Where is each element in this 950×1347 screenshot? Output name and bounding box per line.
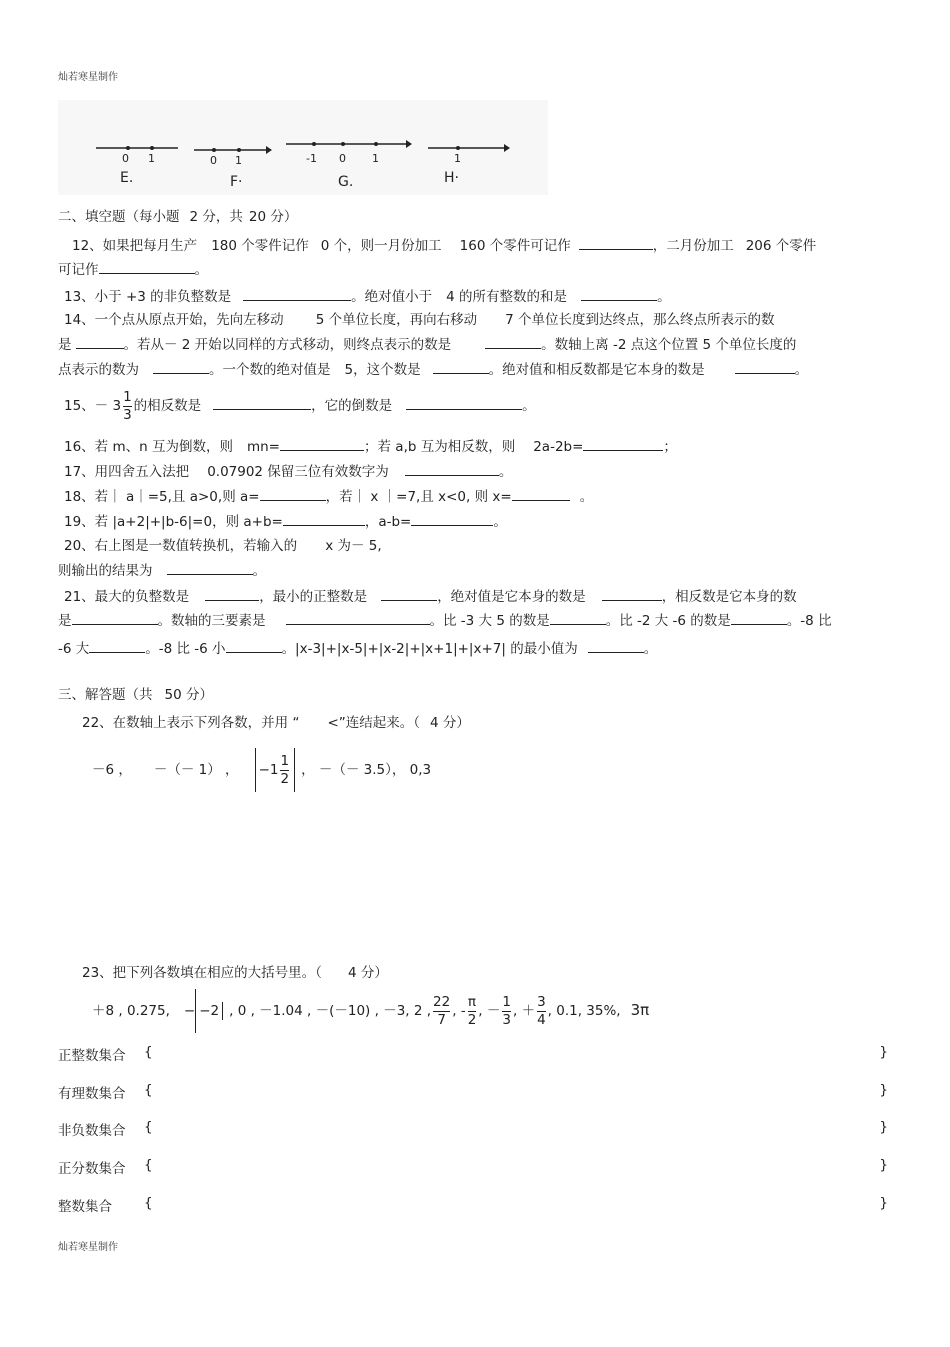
- q21-blank-7[interactable]: [731, 611, 787, 625]
- q14-blank-4[interactable]: [433, 360, 489, 374]
- q15-blank-1[interactable]: [213, 396, 311, 410]
- q12-line2: 可记作 。: [58, 262, 208, 278]
- q23-frac-pi-2: $\frac{\pi}{2}$: [467, 993, 477, 1028]
- q13-blank-2[interactable]: [581, 287, 657, 301]
- q19: 19、若 |a+2|+|b-6|=0，则 a+b= ，a-b= 。: [64, 514, 507, 530]
- q20-line2: 则输出的结果为 。: [58, 563, 266, 579]
- set-integers: 整数集合 { }: [58, 1195, 888, 1215]
- q21-blank-10[interactable]: [588, 639, 644, 653]
- q23-numbers: ＋8 , 0.275, − −2 , 0 , －1.04 , －(－10) , －3, 2 , $\frac{22}{7}$ , - $\frac{\pi}{2}$ , － $\frac{1}{3}$ , ＋ $\frac{3}{4}$ , 0.1, 35%, 3π: [92, 988, 649, 1034]
- q21-line2: 是 。数轴的三要素是 。比 -3 大 5 的数是 。比 -2 大 -6 的数是 。-8 比: [58, 613, 832, 629]
- set-rationals: 有理数集合 { }: [58, 1082, 888, 1102]
- set-positive-fractions: 正分数集合 { }: [58, 1157, 888, 1177]
- q14-line1: 14、一个点从原点开始，先向左移动 5 个单位长度，再向右移动 7 个单位长度到达终点，那么终点所表示的数: [64, 312, 775, 328]
- q15-fraction: $\frac{1}{3}$: [123, 388, 132, 423]
- section2-title: 二、填空题（每小题 2 分，共 20 分）: [58, 209, 298, 225]
- q18-blank-2[interactable]: [512, 487, 570, 501]
- q15: 15、－ 3 $\frac{1}{3}$ 的相反数是 ，它的倒数是 。: [64, 388, 536, 423]
- q13-blank-1[interactable]: [243, 287, 351, 301]
- q12-blank-2[interactable]: [99, 260, 195, 274]
- q20-blank[interactable]: [167, 561, 253, 575]
- q22-numbers: －6 ， －（－ 1） ， −1 $\frac{1}{2}$ ， －（－ 3.5）， 0,3: [92, 748, 431, 794]
- q21-blank-9[interactable]: [226, 639, 282, 653]
- number-line-figure: [58, 100, 548, 195]
- q14-blank-2[interactable]: [485, 335, 541, 349]
- q18: 18、若｜ a｜=5,且 a>0,则 a= ，若｜ x ｜=7,且 x<0, 则 x= 。: [64, 489, 594, 505]
- q19-blank-2[interactable]: [411, 512, 493, 526]
- label-f: F·: [230, 174, 243, 190]
- q12-line1: 12、如果把每月生产 180 个零件记作 0 个，则一月份加工 160 个零件可记作 ，二月份加工 206 个零件: [72, 238, 817, 254]
- tick-h-1: 1: [454, 152, 461, 165]
- q22-abs-value: −1 $\frac{1}{2}$: [255, 748, 296, 792]
- q21-blank-6[interactable]: [550, 611, 606, 625]
- tick-g-1: 1: [372, 152, 379, 165]
- page-footer: 灿若寒星制作: [58, 1242, 118, 1253]
- q23-frac-22-7: $\frac{22}{7}$: [433, 993, 451, 1028]
- number-line-h: [428, 144, 510, 152]
- section3-title: 三、解答题（共 50 分）: [58, 687, 213, 703]
- q21-blank-1[interactable]: [205, 587, 259, 601]
- q19-blank-1[interactable]: [283, 512, 365, 526]
- q14-blank-3[interactable]: [153, 360, 209, 374]
- set-nonnegatives: 非负数集合 { }: [58, 1119, 888, 1139]
- q21-blank-5[interactable]: [286, 611, 430, 625]
- q16-blank-1[interactable]: [280, 437, 364, 451]
- label-h: H·: [444, 170, 459, 186]
- q21-blank-2[interactable]: [381, 587, 437, 601]
- number-line-e: [96, 146, 178, 150]
- q18-blank-1[interactable]: [260, 487, 326, 501]
- tick-e-0: 0: [122, 152, 129, 165]
- q23-abs-value: −2: [195, 989, 222, 1033]
- q23-prompt: 23、把下列各数填在相应的大括号里。（ 4 分）: [82, 965, 388, 981]
- q16-blank-2[interactable]: [583, 437, 663, 451]
- tick-e-1: 1: [148, 152, 155, 165]
- q22-prompt: 22、在数轴上表示下列各数，并用 “ <”连结起来。（ 4 分）: [82, 715, 470, 731]
- q14-blank-5[interactable]: [735, 360, 795, 374]
- label-g: G.: [338, 174, 354, 190]
- number-line-g: [286, 140, 412, 148]
- q14-blank-1[interactable]: [76, 335, 124, 349]
- tick-f-1: 1: [235, 154, 242, 167]
- q21-blank-3[interactable]: [602, 587, 662, 601]
- q16: 16、若 m、n 互为倒数，则 mn= ；若 a,b 互为相反数，则 2a-2b= ；: [64, 439, 677, 455]
- tick-f-0: 0: [210, 154, 217, 167]
- label-e: E.: [120, 170, 134, 186]
- q23-frac-1-3: $\frac{1}{3}$: [502, 993, 511, 1028]
- tick-g-m1: -1: [306, 152, 317, 165]
- q15-blank-2[interactable]: [406, 396, 522, 410]
- number-line-f: [194, 146, 272, 154]
- tick-g-0: 0: [339, 152, 346, 165]
- q14-line3: 点表示的数为 。一个数的绝对值是 5，这个数是 。绝对值和相反数都是它本身的数是 。: [58, 362, 809, 378]
- q21-blank-8[interactable]: [89, 639, 145, 653]
- q23-frac-3-4: $\frac{3}{4}$: [537, 993, 546, 1028]
- q13: 13、小于 +3 的非负整数是 。绝对值小于 4 的所有整数的和是 。: [64, 289, 671, 305]
- q21-blank-4[interactable]: [72, 611, 158, 625]
- q17: 17、用四舍五入法把 0.07902 保留三位有效数字为 。: [64, 464, 513, 480]
- q14-line2: 是 。若从－ 2 开始以同样的方式移动，则终点表示的数是 。数轴上离 -2 点这个位置 5 个单位长度的: [58, 337, 797, 353]
- page-header: 灿若寒星制作: [58, 72, 118, 83]
- q17-blank[interactable]: [405, 462, 499, 476]
- q20-line1: 20、右上图是一数值转换机，若输入的 x 为－ 5,: [64, 538, 382, 554]
- q21-line1: 21、最大的负整数是 ，最小的正整数是 ，绝对值是它本身的数是 ，相反数是它本身的数: [64, 589, 797, 605]
- q21-line3: -6 大 。-8 比 -6 小 。|x-3|+|x-5|+|x-2|+|x+1|+|x+7| 的最小值为 。: [58, 641, 658, 657]
- q12-blank-1[interactable]: [579, 236, 653, 250]
- set-positive-integers: 正整数集合 { }: [58, 1044, 888, 1064]
